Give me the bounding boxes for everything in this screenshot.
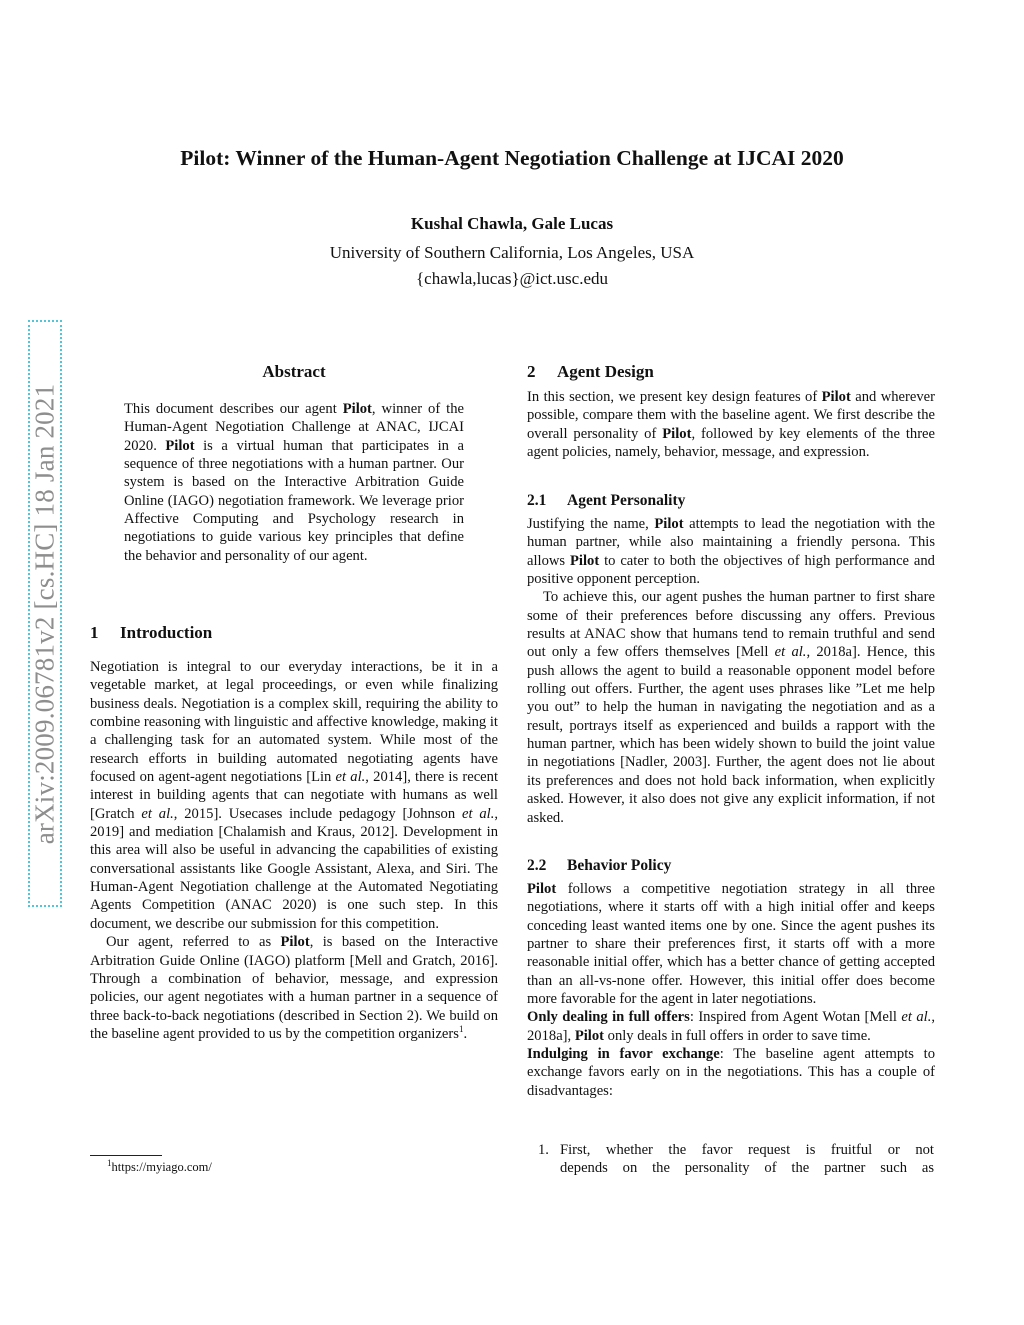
paragraph: Negotiation is integral to our everyday interactions, be it in a vegetable market, at legal proceedings, or even while finalizing business deals. Negotiation is a complex skill, requiring the ability to combine reasoning with linguistic and affective knowledge, making it a challenging task for an automated system. While most of the research efforts in building automated negotiating agents have focused on agent-agent negotiations [Lin et al., 2014], there is recent interest in building agents that can negotiate with humans as well [Gratch et al., 2015]. Usecases include pedagogy [Johnson et al., 2019] and mediation [Chalamish and Kraus, 2012]. Development in this area will also be useful in advancing the capabilities of existing conversational assistants like Google Assistant, Alexa, and Siri. The Human-Agent Negotiation challenge at the Automated Negotiating Agents Competition (ANAC 2020) is one such step. In this document, we describe our submission for this competition.	[90, 659, 499, 932]
behavior-policy-body	[527, 880, 935, 1100]
paragraph: To achieve this, our agent pushes the human partner to first share some of their preferences before discussing any offers. Previous results at ANAC show that humans tend to remain truthful and send out only a few offers themselves [Mell et al., 2018a]. Hence, this push allows the agent to build a reasonable opponent model before rolling out offers. Further, the agent uses phrases like ”Let me help you out” to help the human in navigating the negotiation and as a result, portrays itself as experienced and builds a rapport with the human partner, which has been widely shown to build the joint value in negotiations [Nadler, 2003]. Further, the agent does not lie about its preferences and does not hold back information, when explicitly asked. However, it also does not give any explicit information, if not asked.	[527, 589, 935, 826]
author-names: Kushal Chawla, Gale Lucas	[410, 214, 614, 233]
agent-personality-body	[527, 515, 935, 827]
abstract-heading: Abstract	[262, 362, 326, 381]
paragraph: Justifying the name, Pilot attempts to lead the negotiation with the human partner, while also maintaining a friendly persona. This allows Pilot to cater to both the objectives of high performance and positive opponent perception.	[527, 516, 935, 588]
section-heading-introduction: 1 Introduction	[90, 623, 213, 642]
author-email: {chawla,lucas}@ict.usc.edu	[416, 269, 608, 288]
agent-design-body: In this section, we present key design features of Pilot and wherever possible, compare them with the baseline agent. We first describe the overall personality of Pilot, followed by key elements of the three agent policies, namely, behavior, message, and expression.	[527, 389, 936, 461]
subsection-heading-behavior-policy: 2.2 Behavior Policy	[527, 857, 672, 874]
section-heading-agent-design: 2 Agent Design	[527, 362, 654, 381]
abstract-body: This document describes our agent Pilot, winner of the Human-Agent Negotiation Challenge at ANAC, IJCAI 2020. Pilot is a virtual human that participates in a sequence of three negotiations with a human partner. Our system is based on the Interactive Arbitration Guide Online (IAGO) negotiation framework. We leverage prior Affective Computing and Psychology research in negotiations to guide various key principles that define the behavior and personality of our agent.	[124, 401, 465, 564]
arxiv-id: arXiv:2009.06781v2 [cs.HC] 18 Jan 2021	[29, 383, 60, 844]
paper-title: Pilot: Winner of the Human-Agent Negotiation Challenge at IJCAI 2020	[180, 146, 844, 170]
introduction-body	[90, 658, 498, 1043]
arxiv-stamp[interactable]	[28, 320, 62, 907]
list-item: 1. First, whether the favor request is fruitful or not depends on the personality of the partner such as	[538, 1142, 934, 1177]
footnote-link[interactable]: https://myiago.com/	[111, 1160, 212, 1174]
footnote-divider	[90, 1155, 162, 1156]
footnote-ref[interactable]: 1	[458, 1024, 464, 1035]
list-number: 1.	[538, 1142, 549, 1158]
paragraph: Our agent, referred to as Pilot, is based on the Interactive Arbitration Guide Online (IAGO) platform [Mell and Gratch, 2016]. Through a combination of behavior, message, and expression policies, our agent negotiates with a human partner in a sequence of three back-to-back negotiations (described in Section 2). We build on the baseline agent provided to us by the competition organizers$^1$.	[90, 934, 498, 1042]
subsection-heading-agent-personality: 2.1 Agent Personality	[527, 492, 686, 509]
paragraph: Indulging in favor exchange: The baseline agent attempts to exchange favors early on in the negotiations. This has a couple of disadvantages:	[527, 1046, 936, 1099]
author-affiliation: University of Southern California, Los Angeles, USA	[329, 243, 695, 262]
paragraph: Pilot follows a competitive negotiation strategy in all three negotiations, where it starts off with a high initial offer and keeps conceding least wanted items one by one. Since the agent pushes its partner to share their preferences first, it starts off with a more reasonable initial offer, which has a better chance of getting accepted than an all-vs-none offer. However, this initial offer does become more favorable for the agent in later negotiations.	[527, 881, 935, 1008]
paragraph: Only dealing in full offers: Inspired from Agent Wotan [Mell et al., 2018a], Pilot only deals in full offers in order to save time.	[527, 1009, 936, 1044]
footnote: $^1$https://myiago.com/	[107, 1157, 212, 1174]
